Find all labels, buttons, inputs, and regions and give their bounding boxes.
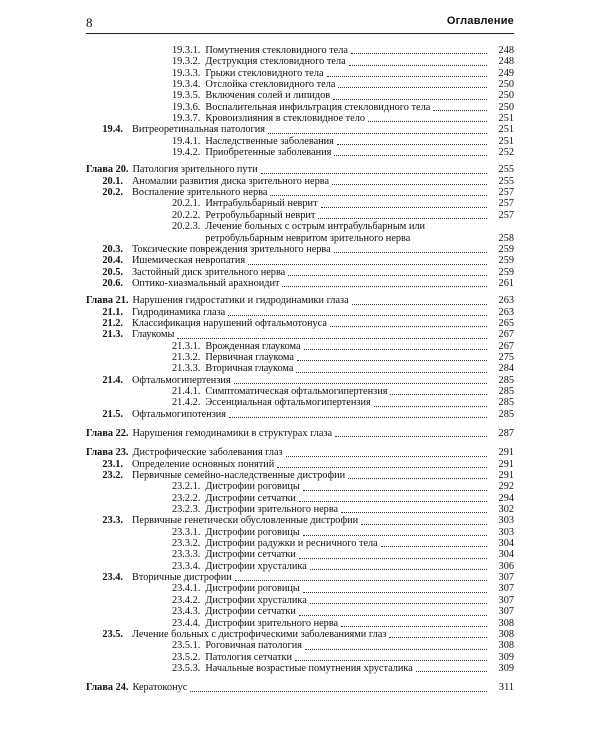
toc-entry-title: Первичные генетически обусловленные дистрофии (132, 515, 359, 527)
toc-section-number: 20.4. (102, 255, 123, 267)
toc-page-number: 291 (498, 447, 514, 459)
dot-leader (299, 550, 487, 559)
toc-entry-title: Ишемическая невропатия (132, 255, 246, 267)
toc-subsection-number: 23.4.4. (172, 617, 201, 629)
toc-page-number: 251 (498, 135, 514, 147)
toc-spacer (86, 439, 514, 447)
toc-subsection-number: 20.2.3. (172, 221, 201, 233)
toc-subsection-number: 19.3.2. (172, 56, 201, 68)
dot-leader (374, 398, 487, 407)
dot-leader (416, 663, 487, 672)
toc-entry-title: Приобретенные заболевания (205, 147, 332, 159)
toc-section-number: 19.4. (102, 124, 123, 136)
toc-entry-title: Патология сетчатки (205, 651, 293, 663)
toc-entry[interactable] (86, 363, 514, 374)
dot-leader (318, 210, 487, 219)
toc-entry-title: Офтальмогипертензия (132, 374, 231, 386)
toc-entry[interactable] (86, 652, 514, 663)
dot-leader (389, 629, 487, 638)
toc-entry-title: Начальные возрастные помутнения хрусталика (205, 662, 413, 674)
toc-subsection-number: 19.3.6. (172, 101, 201, 113)
dot-leader (305, 641, 487, 650)
dot-leader (330, 318, 487, 327)
toc-page-number: 307 (498, 594, 514, 606)
toc-entry[interactable] (86, 504, 514, 515)
toc-entry-title: Дистрофии роговицы (205, 583, 300, 595)
toc-entry-title: Первичные семейно-наследственные дистрофии (132, 470, 346, 482)
toc-page-number: 263 (498, 306, 514, 318)
toc-subsection-number: 23.4.2. (172, 594, 201, 606)
toc-page-number: 259 (498, 243, 514, 255)
toc-entry[interactable] (86, 307, 514, 318)
toc-subsection-number: 21.3.1. (172, 340, 201, 352)
toc-page-number: 303 (498, 515, 514, 527)
toc-page-number: 250 (498, 79, 514, 91)
toc-section-number: 20.1. (102, 175, 123, 187)
toc-page-number: 267 (498, 340, 514, 352)
dot-leader (234, 375, 487, 384)
toc-entry[interactable] (86, 640, 514, 651)
toc-page-number: 255 (498, 164, 514, 176)
dot-leader (304, 341, 487, 350)
toc-entry-title: Дистрофии зрительного нерва (205, 504, 339, 516)
toc-entry[interactable] (86, 470, 514, 481)
toc-entry[interactable] (86, 352, 514, 363)
toc-entry-title: Дистрофии радужки и ресничного тела (205, 538, 378, 550)
toc-page-number: 285 (498, 397, 514, 409)
toc-entry-title: Воспаление зрительного нерва (132, 187, 268, 199)
dot-leader (303, 527, 487, 536)
toc-page-number: 308 (498, 640, 514, 652)
toc-entry[interactable] (86, 493, 514, 504)
toc-subsection-number: 23.5.1. (172, 640, 201, 652)
toc-subsection-number: 21.4.2. (172, 397, 201, 409)
toc-subsection-number: 23.5.3. (172, 662, 201, 674)
toc-entry[interactable] (86, 397, 514, 408)
toc-entry[interactable] (86, 56, 514, 67)
toc-entry[interactable] (86, 176, 514, 187)
toc-section-number: 23.1. (102, 458, 123, 470)
toc-page-number: 252 (498, 147, 514, 159)
toc-chapter-label: Глава 22. (86, 428, 129, 439)
toc-page-number: 306 (498, 560, 514, 572)
toc-entry[interactable] (86, 527, 514, 538)
dot-leader (248, 256, 487, 265)
toc-page-number: 249 (498, 67, 514, 79)
toc-page-number: 251 (498, 113, 514, 125)
dot-leader (381, 538, 487, 547)
toc-subsection-number: 23.3.3. (172, 549, 201, 561)
toc-page-number: 307 (498, 606, 514, 618)
toc-page-number: 311 (498, 682, 514, 694)
toc-page-number: 275 (498, 351, 514, 363)
toc-section-number: 23.2. (102, 470, 123, 482)
dot-leader (299, 493, 487, 502)
toc-entry[interactable] (86, 386, 514, 397)
toc-page-number: 287 (498, 428, 514, 439)
dot-leader (296, 364, 487, 373)
toc-page-number: 285 (498, 374, 514, 386)
toc-entry[interactable] (86, 409, 514, 420)
toc-entry-title: Отслойка стекловидного тела (205, 79, 336, 91)
toc-entry[interactable] (86, 221, 514, 244)
toc-entry[interactable] (86, 481, 514, 492)
toc-section-number: 21.3. (102, 329, 123, 341)
toc-page-number: 285 (498, 408, 514, 420)
dot-leader (177, 330, 487, 339)
toc-page-number: 285 (498, 385, 514, 397)
toc-page-number: 250 (498, 101, 514, 113)
dot-leader (235, 572, 487, 581)
toc-page-number: 308 (498, 617, 514, 629)
toc-entry-title: Симптоматическая офтальмогипертензия (205, 385, 388, 397)
dot-leader (368, 113, 487, 122)
toc-entry[interactable] (86, 606, 514, 617)
toc-subsection-number: 21.3.2. (172, 351, 201, 363)
dot-leader (286, 448, 487, 457)
toc-page-number: 259 (498, 255, 514, 267)
toc-subsection-number: 23.3.1. (172, 526, 201, 538)
toc-page-number: 259 (498, 266, 514, 278)
toc-subsection-number: 23.5.2. (172, 651, 201, 663)
toc-entry[interactable] (86, 278, 514, 289)
toc-chapter-entry[interactable] (86, 682, 514, 693)
dot-leader (327, 68, 487, 77)
toc-entry-title: Вторичные дистрофии (132, 572, 232, 584)
dot-leader (338, 79, 487, 88)
toc-entry[interactable] (86, 198, 514, 209)
dot-leader (303, 584, 487, 593)
dot-leader (348, 470, 487, 479)
toc-entry-title: Дистрофии сетчатки (205, 492, 296, 504)
toc-entry[interactable] (86, 375, 514, 386)
toc-entry[interactable] (86, 341, 514, 352)
toc-page-number: 248 (498, 45, 514, 56)
toc-entry-title: Воспалительная инфильтрация стекловидного тела (205, 101, 431, 113)
toc-entry-title: Определение основных понятий (132, 458, 275, 470)
dot-leader (295, 652, 487, 661)
dot-leader (334, 147, 487, 156)
toc-entry[interactable] (86, 102, 514, 113)
toc-entry-title: Интрабульбарный неврит (205, 198, 318, 210)
dot-leader (288, 267, 487, 276)
toc-entry[interactable] (86, 45, 514, 56)
running-title: Оглавление (446, 15, 514, 27)
dot-leader (190, 683, 487, 692)
toc-entry[interactable] (86, 663, 514, 674)
toc-subsection-number: 19.3.4. (172, 79, 201, 91)
toc-page-number: 261 (498, 277, 514, 289)
toc-entry-title: Дистрофии роговицы (205, 526, 300, 538)
dot-leader (351, 45, 487, 54)
dot-leader (261, 165, 487, 174)
toc-entry-title: Помутнения стекловидного тела (205, 45, 348, 56)
dot-leader (332, 176, 487, 185)
toc-entry[interactable] (86, 583, 514, 594)
toc-entry[interactable] (86, 515, 514, 526)
toc-entry-title: Глаукомы (132, 329, 175, 341)
toc-entry-title: Эссенциальная офтальмогипертензия (205, 397, 371, 409)
toc-section-number: 20.3. (102, 243, 123, 255)
toc-section-number: 20.6. (102, 277, 123, 289)
toc-subsection-number: 23.3.2. (172, 538, 201, 550)
dot-leader (341, 618, 487, 627)
toc-entry-title: Витреоретинальная патология (132, 124, 265, 136)
toc-entry-title: Дистрофии сетчатки (205, 606, 296, 618)
toc-page-number: 308 (498, 628, 514, 640)
dot-leader (282, 278, 487, 287)
dot-leader (229, 409, 487, 418)
toc-entry-title: Ретробульбарный неврит (205, 209, 316, 221)
toc-section-number: 23.5. (102, 628, 123, 640)
toc-section-number: 21.5. (102, 408, 123, 420)
toc-subsection-number: 19.4.1. (172, 135, 201, 147)
toc-section-number: 21.4. (102, 374, 123, 386)
toc-entry[interactable] (86, 459, 514, 470)
toc-subsection-number: 20.2.1. (172, 198, 201, 210)
toc-entry[interactable] (86, 187, 514, 198)
toc-section-number: 23.3. (102, 515, 123, 527)
toc-entry[interactable] (86, 561, 514, 572)
toc-entry-title: Первичная глаукома (205, 351, 294, 363)
toc-page-number: 251 (498, 124, 514, 136)
toc-chapter-label: Глава 21. (86, 295, 129, 307)
dot-leader (270, 187, 487, 196)
toc-entry-title: Дистрофии хрусталика (205, 560, 307, 572)
toc-subsection-number: 23.4.1. (172, 583, 201, 595)
dot-leader (337, 136, 487, 145)
toc-entry-title: Патология зрительного пути (132, 164, 258, 176)
toc-chapter-label: Глава 24. (86, 682, 129, 694)
toc-entry[interactable] (86, 629, 514, 640)
toc-entry[interactable] (86, 90, 514, 101)
toc-entry-title: Дистрофии зрительного нерва (205, 617, 339, 629)
toc-page-number: 304 (498, 538, 514, 550)
toc-entry[interactable] (86, 124, 514, 135)
dot-leader (433, 102, 487, 111)
toc-entry[interactable] (86, 267, 514, 278)
toc-subsection-number: 19.3.3. (172, 67, 201, 79)
toc-entry-title: Врожденная глаукома (205, 340, 301, 352)
dot-leader (333, 91, 487, 100)
toc-entry-title: Включения солей и липидов (205, 90, 331, 102)
toc-entry-title: Токсические повреждения зрительного нерва (132, 243, 331, 255)
dot-leader (299, 607, 487, 616)
toc-chapter-entry[interactable] (86, 447, 514, 458)
toc-entry[interactable] (86, 79, 514, 90)
toc-page-number: 263 (498, 295, 514, 307)
toc-entry[interactable] (86, 572, 514, 583)
toc-chapter-label: Глава 23. (86, 447, 129, 459)
toc-entry-title: Нарушения гидростатики и гидродинамики глаза (132, 295, 349, 307)
toc-subsection-number: 21.3.3. (172, 363, 201, 375)
toc-entry[interactable] (86, 136, 514, 147)
toc-entry-title: Лечение больных с острым интрабульбарным или ретробульбарным невритом зрительного нерва (205, 221, 425, 244)
dot-leader (310, 561, 487, 570)
dot-leader (349, 57, 487, 66)
dot-leader (228, 307, 487, 316)
toc-entry-title: Оптико-хиазмальный арахноидит (132, 277, 280, 289)
dot-leader (390, 386, 487, 395)
toc-chapter-label: Глава 20. (86, 164, 129, 176)
toc-subsection-number: 19.4.2. (172, 147, 201, 159)
toc-page-number: 284 (498, 363, 514, 375)
toc-chapter-entry[interactable] (86, 295, 514, 306)
toc-entry-title: Кровоизлияния в стекловидное тело (205, 113, 365, 125)
toc-entry-title: Нарушения гемодинамики в структурах глаза (132, 428, 333, 439)
toc-section-number: 21.1. (102, 306, 123, 318)
table-of-contents (86, 45, 514, 694)
toc-entry[interactable] (86, 538, 514, 549)
toc-chapter-entry[interactable] (86, 164, 514, 175)
toc-entry-title: Застойный диск зрительного нерва (132, 266, 286, 278)
toc-entry-title: Дистрофические заболевания глаз (132, 447, 283, 459)
toc-page-number: 257 (498, 187, 514, 199)
toc-entry-title: Дистрофии сетчатки (205, 549, 296, 561)
dot-leader (310, 595, 487, 604)
toc-entry-title: Лечение больных с дистрофическими заболеваниями глаз (132, 628, 387, 640)
toc-entry[interactable] (86, 113, 514, 124)
dot-leader (341, 504, 487, 513)
toc-section-number: 23.4. (102, 572, 123, 584)
toc-entry[interactable] (86, 210, 514, 221)
dot-leader (268, 125, 487, 134)
toc-subsection-number: 20.2.2. (172, 209, 201, 221)
toc-page-number: 257 (498, 209, 514, 221)
dot-leader (361, 516, 487, 525)
toc-subsection-number: 19.3.5. (172, 90, 201, 102)
toc-spacer (86, 420, 514, 428)
toc-page-number: 255 (498, 175, 514, 187)
dot-leader (352, 296, 487, 305)
toc-section-number: 20.5. (102, 266, 123, 278)
toc-entry[interactable] (86, 618, 514, 629)
toc-section-number: 21.2. (102, 317, 123, 329)
toc-entry-title: Кератоконус (132, 682, 188, 694)
toc-page-number: 292 (498, 481, 514, 493)
toc-subsection-number: 23.4.3. (172, 606, 201, 618)
toc-subsection-number: 23.3.4. (172, 560, 201, 572)
toc-subsection-number: 21.4.1. (172, 385, 201, 397)
toc-subsection-number: 19.3.1. (172, 45, 201, 56)
toc-page-number: 291 (498, 458, 514, 470)
toc-entry-title: Классификация нарушений офтальмотонуса (132, 317, 327, 329)
toc-subsection-number: 23.2.3. (172, 504, 201, 516)
dot-leader (303, 482, 487, 491)
toc-entry-title: Дистрофии хрусталика (205, 594, 307, 606)
toc-entry-title: Дистрофии роговицы (205, 481, 300, 493)
toc-subsection-number: 23.2.2. (172, 492, 201, 504)
toc-page-number: 258 (498, 232, 514, 244)
toc-entry-title: Вторичная глаукома (205, 363, 294, 375)
toc-page-number: 302 (498, 504, 514, 516)
toc-page-number: 250 (498, 90, 514, 102)
toc-page-number: 309 (498, 651, 514, 663)
toc-entry-title: Гидродинамика глаза (132, 306, 226, 318)
dot-leader (335, 428, 487, 437)
toc-spacer (86, 674, 514, 682)
toc-chapter-entry[interactable] (86, 428, 514, 439)
toc-entry-title: Роговичная патология (205, 640, 302, 652)
toc-page-number: 248 (498, 56, 514, 68)
toc-entry[interactable] (86, 329, 514, 340)
toc-page-number: 307 (498, 572, 514, 584)
toc-page-number: 304 (498, 549, 514, 561)
toc-subsection-number: 19.3.7. (172, 113, 201, 125)
toc-entry[interactable] (86, 244, 514, 255)
toc-entry-title: Офтальмогипотензия (132, 408, 227, 420)
toc-entry[interactable] (86, 147, 514, 158)
toc-entry[interactable] (86, 595, 514, 606)
dot-leader (277, 459, 487, 468)
toc-entry[interactable] (86, 255, 514, 266)
toc-section-number: 20.2. (102, 187, 123, 199)
toc-page-number: 307 (498, 583, 514, 595)
toc-entry[interactable] (86, 68, 514, 79)
toc-page-number: 309 (498, 662, 514, 674)
toc-page-number: 291 (498, 470, 514, 482)
running-header (86, 15, 514, 34)
toc-page-number: 265 (498, 317, 514, 329)
toc-entry-title: Наследственные заболевания (205, 135, 334, 147)
toc-page-number: 303 (498, 526, 514, 538)
toc-subsection-number: 23.2.1. (172, 481, 201, 493)
toc-page-number: 267 (498, 329, 514, 341)
toc-page-number: 294 (498, 492, 514, 504)
dot-leader (334, 244, 487, 253)
dot-leader (297, 352, 487, 361)
toc-entry[interactable] (86, 549, 514, 560)
toc-entry-title: Аномалии развития диска зрительного нерва (132, 175, 330, 187)
toc-entry[interactable] (86, 318, 514, 329)
toc-entry-title: Деструкция стекловидного тела (205, 56, 346, 68)
page-number: 8 (86, 15, 93, 30)
toc-page-number: 257 (498, 198, 514, 210)
toc-entry-title: Грыжи стекловидного тела (205, 67, 324, 79)
dot-leader (321, 199, 487, 208)
